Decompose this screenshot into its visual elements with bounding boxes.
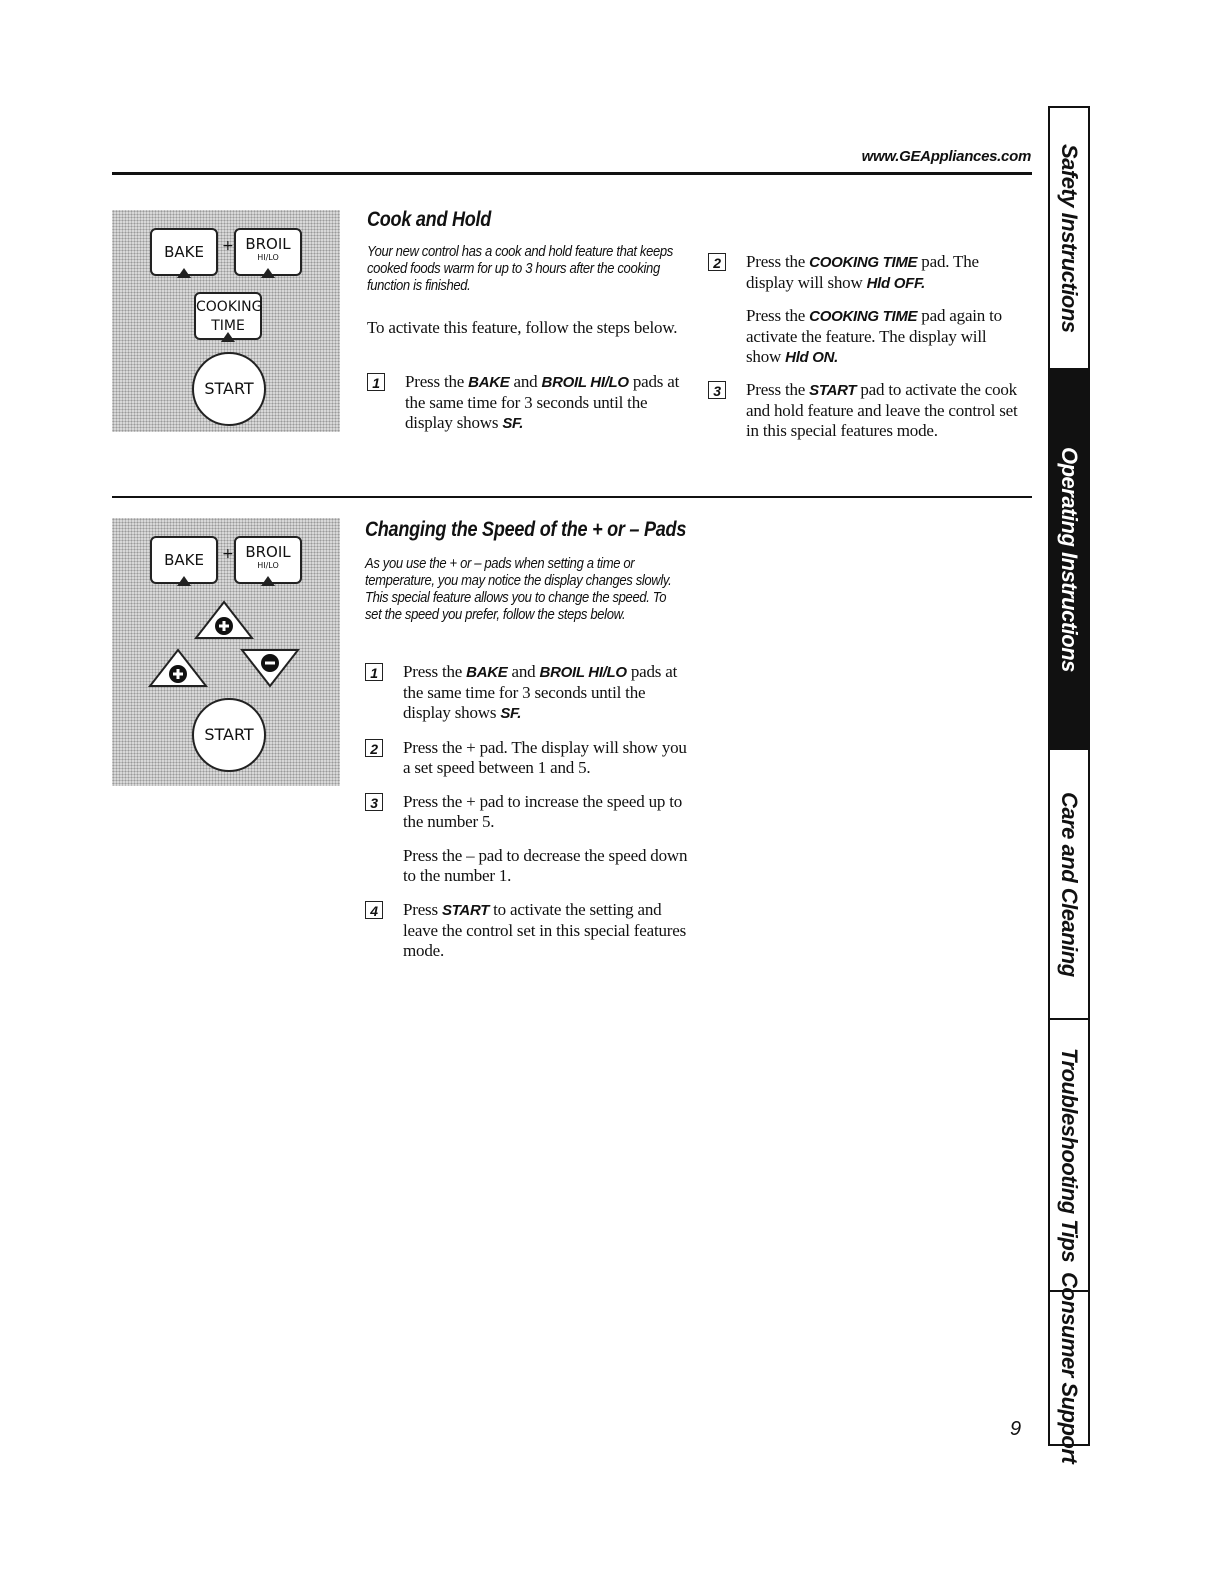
broil-key-sublabel: HI/LO [257,253,279,262]
start-key-label: START [204,379,254,398]
step-text: Press the BAKE and BROIL HI/LO pads at the same time for 3 seconds until the display shows SF. [405,372,680,432]
step-text: Press the + pad to increase the speed up to the number 5. [403,792,683,831]
step-text: Press the + pad. The display will show you a set speed between 1 and 5. [403,738,687,777]
step-text: Press the START pad to activate the cook and hold feature and leave the control set in this special features mode. [746,380,1018,440]
step-number: 4 [365,901,383,919]
broil-key-label: BROIL [245,543,291,561]
time-key-label: TIME [211,318,245,334]
speed-step-3-continued [365,846,695,886]
tab-operating-instructions[interactable] [1050,370,1088,750]
cook-hold-step-2 [708,252,1018,294]
speed-step-3 [365,792,695,832]
cooking-time-indicator-icon [221,332,235,342]
step-number: 2 [365,739,383,757]
plus-sign: + [222,238,234,254]
cook-hold-step-1 [367,372,697,434]
speed-step-2 [365,738,695,778]
bake-indicator-icon [177,268,191,278]
speed-intro: As you use the + or – pads when setting a time or temperature, you may notice the display changes slowly. This special feature allows you to change the speed. To set the speed you prefer, follow the steps below. [365,556,672,623]
section-tabs [1048,106,1090,1464]
step-text: Press the BAKE and BROIL HI/LO pads at the same time for 3 seconds until the display shows SF. [403,662,678,722]
step-number: 1 [367,373,385,391]
start-key-label: START [204,725,254,744]
step-number: 3 [365,793,383,811]
speed-panel-illustration [112,518,340,786]
speed-step-1 [365,662,695,724]
bake-key-label: BAKE [164,243,204,261]
cook-hold-step-3 [708,380,1018,441]
broil-indicator-icon [261,268,275,278]
step-text: Press the COOKING TIME pad again to activate the feature. The display will show Hld ON. [746,306,1002,366]
speed-step-4 [365,900,695,961]
start-key [192,352,266,426]
plus-pad-icon [194,600,254,640]
tab-label: Safety Instructions [1057,143,1082,333]
step-text: Press START to activate the setting and leave the control set in this special features mode. [403,900,686,960]
cook-hold-activate-text: To activate this feature, follow the steps below. [367,318,678,337]
bake-key-label: BAKE [164,551,204,569]
plus-pad-lower-icon [148,648,208,688]
cook-hold-title: Cook and Hold [367,208,492,231]
tab-consumer-support[interactable] [1050,1272,1088,1464]
tab-care-and-cleaning[interactable] [1050,750,1088,1020]
start-key [192,698,266,772]
tab-label: Care and Cleaning [1057,791,1082,977]
tab-safety-instructions[interactable] [1050,108,1088,370]
tab-label: Consumer Support [1057,1272,1082,1464]
tab-label: Operating Instructions [1057,446,1082,672]
broil-indicator-icon [261,576,275,586]
speed-title: Changing the Speed of the + or – Pads [365,518,687,541]
cooking-key-label: COOKING [196,299,263,315]
bake-indicator-icon [177,576,191,586]
minus-pad-icon [240,648,300,688]
website-url: www.GEAppliances.com [861,148,1031,165]
page-number: 9 [1010,1418,1022,1440]
section-divider [112,496,1032,498]
step-number: 1 [365,663,383,681]
step-number: 2 [708,253,726,271]
broil-key-sublabel: HI/LO [257,561,279,570]
plus-sign: + [222,546,234,562]
broil-key-label: BROIL [245,235,291,253]
header-rule [112,172,1032,175]
cook-hold-panel-illustration [112,210,340,432]
tab-troubleshooting-tips[interactable] [1050,1020,1088,1292]
step-number: 3 [708,381,726,399]
cook-hold-step-2-continued [708,306,1018,368]
step-text: Press the – pad to decrease the speed down to the number 1. [403,846,688,885]
cook-hold-intro: Your new control has a cook and hold feature that keeps cooked foods warm for up to 3 hours after the cooking function is finished. [367,244,673,294]
step-text: Press the COOKING TIME pad. The display will show Hld OFF. [746,252,979,292]
tab-label: Troubleshooting Tips [1057,1047,1082,1263]
